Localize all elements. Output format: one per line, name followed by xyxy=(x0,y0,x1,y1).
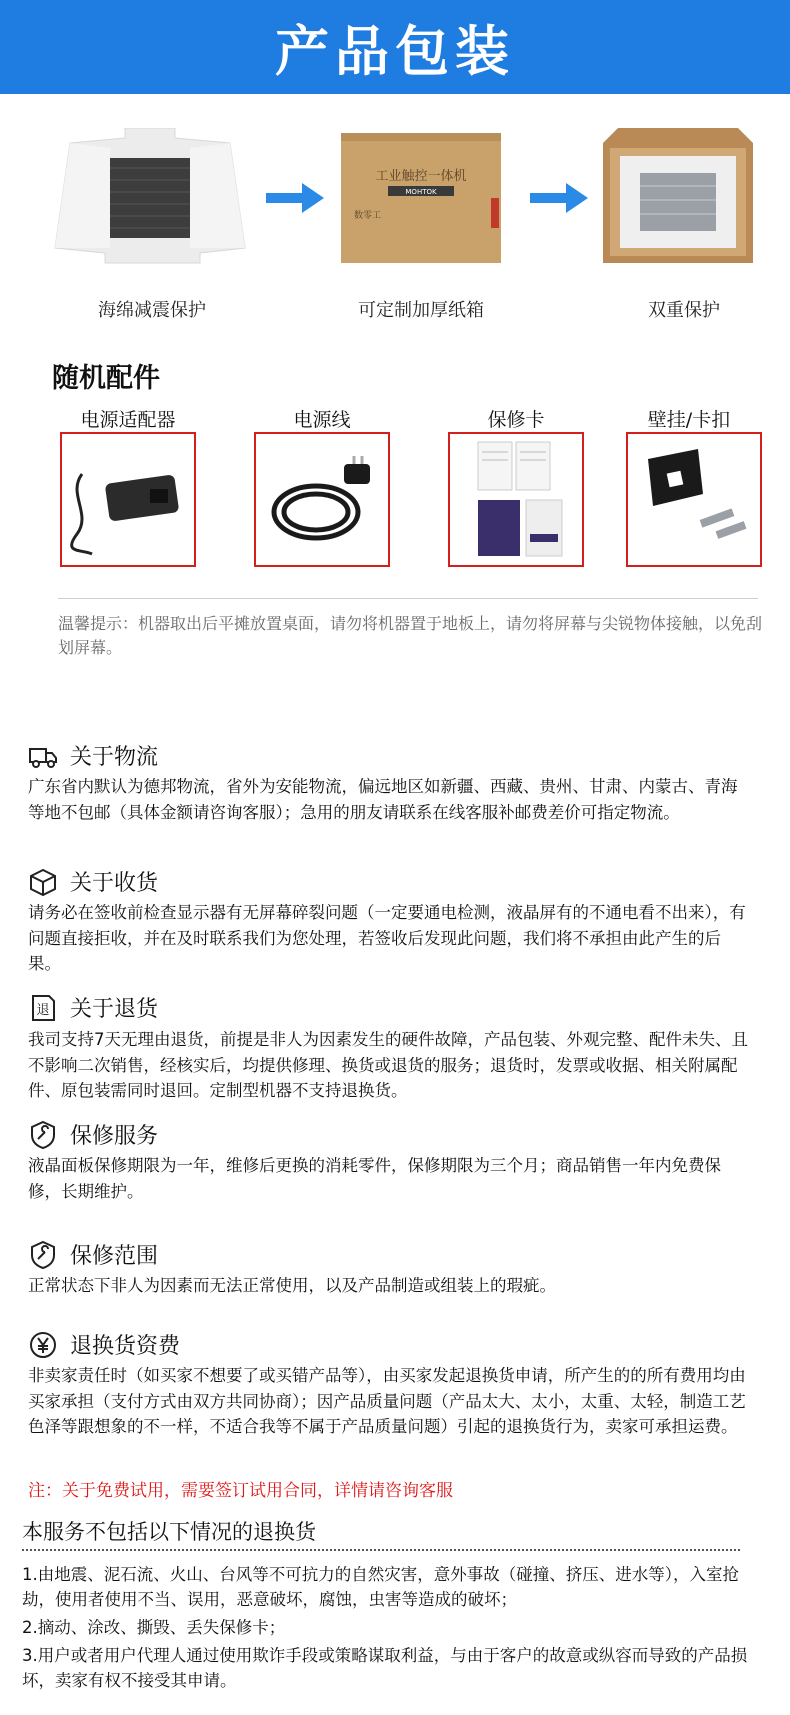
tip-text: 温馨提示：机器取出后平摊放置桌面，请勿将机器置于地板上，请勿将屏幕与尖锐物体接触，以免刮划屏幕。 xyxy=(58,614,763,657)
divider xyxy=(58,598,758,599)
section-body: 液晶面板保修期限为一年，维修后更换的消耗零件，保修期限为三个月；商品销售一年内免费保修，长期维护。 xyxy=(28,1156,721,1201)
banner-title: 产品包装 xyxy=(275,19,515,83)
header-banner xyxy=(0,0,790,94)
section-header-returns xyxy=(28,992,158,1023)
exclusion-item: 3.用户或者用户代理人通过使用欺诈手段或策略谋取利益，与由于客户的故意或纵容而导致的产品损坏，卖家有权不接受其申请。 xyxy=(22,1646,748,1690)
foam-packaging-image xyxy=(50,128,250,268)
section-title: 退换货资费 xyxy=(70,1334,181,1359)
exclusion-item: 2.摘动、涂改、撕毁、丢失保修卡； xyxy=(22,1618,286,1637)
carton-box-image xyxy=(336,128,506,268)
section-title: 保修服务 xyxy=(70,1124,159,1149)
carton-side-text: 数零工 xyxy=(354,211,382,221)
section-header-return-fees xyxy=(28,1329,180,1360)
open-box-image xyxy=(598,128,758,268)
carton-brand-text: MOHTOK xyxy=(405,188,437,196)
trial-note: 注：关于免费试用，需要签订试用合同，详情请咨询客服 xyxy=(28,1481,453,1501)
packaging-caption: 海绵减震保护 xyxy=(98,300,206,321)
accessory-label: 保修卡 xyxy=(487,409,545,431)
exclusion-item: 1.由地震、泥石流、火山、台风等不可抗力的自然灾害，意外事故（碰撞、挤压、进水等），入室抢劫，使用者使用不当、误用，恶意破坏，腐蚀，虫害等造成的破坏； xyxy=(22,1565,739,1609)
section-title: 保修范围 xyxy=(70,1244,159,1269)
section-body: 广东省内默认为德邦物流，省外为安能物流，偏远地区如新疆、西藏、贵州、甘肃、内蒙古、青海等地不包邮（具体金额请咨询客服）；急用的朋友请联系在线客服补邮费差价可指定物流。 xyxy=(28,777,738,822)
arrow-right-icon xyxy=(530,183,590,213)
carton-print-text: 工业触控一体机 xyxy=(375,169,467,184)
shield-wrench-icon xyxy=(28,1120,58,1150)
section-header-warranty-service xyxy=(28,1119,158,1150)
section-body: 非卖家责任时（如买家不想要了或买错产品等），由买家发起退换货申请，所产生的的所有费用均由买家承担（支付方式由双方共同协商）；因产品质量问题（产品太大、太小，太重、太轻，制造工艺色泽等跟想象的不一样，不适合我等不属于产品质量问题）引起的退换货行为，卖家可承担运费。 xyxy=(28,1366,746,1436)
arrow-right-icon xyxy=(266,183,326,213)
yen-icon xyxy=(28,1330,58,1360)
power-cord-image xyxy=(254,432,390,567)
exclusions-title: 本服务不包括以下情况的退换货 xyxy=(22,1520,316,1544)
truck-icon xyxy=(28,741,58,771)
accessory-label: 壁挂/卡扣 xyxy=(647,409,731,431)
section-title: 关于收货 xyxy=(70,871,159,896)
accessories-title: 随机配件 xyxy=(52,363,160,394)
accessory-label: 电源适配器 xyxy=(80,409,176,431)
accessory-label: 电源线 xyxy=(293,409,351,431)
svg-text:退: 退 xyxy=(36,1002,50,1018)
shield-wrench-icon xyxy=(28,1240,58,1270)
packaging-row xyxy=(0,128,790,278)
section-header-logistics xyxy=(28,740,158,771)
section-header-receiving xyxy=(28,866,158,897)
wall-mount-image xyxy=(626,432,762,567)
return-doc-icon xyxy=(28,993,58,1023)
box-icon xyxy=(28,867,58,897)
section-title: 关于退货 xyxy=(70,997,159,1022)
packaging-caption: 可定制加厚纸箱 xyxy=(358,300,484,321)
power-adapter-image xyxy=(60,432,196,567)
dotted-divider xyxy=(22,1549,740,1551)
section-body: 我司支持7天无理由退货，前提是非人为因素发生的硬件故障，产品包装、外观完整、配件未失、且不影响二次销售，经核实后，均提供修理、换货或退货的服务；退货时，发票或收据、相关附属配件、原包装需同时退回。定制型机器不支持退换货。 xyxy=(28,1030,748,1100)
section-body: 正常状态下非人为因素而无法正常使用，以及产品制造或组装上的瑕疵。 xyxy=(28,1276,556,1295)
packaging-caption: 双重保护 xyxy=(648,300,720,321)
section-body: 请务必在签收前检查显示器有无屏幕碎裂问题（一定要通电检测，液晶屏有的不通电看不出来），有问题直接拒收，并在及时联系我们为您处理，若签收后发现此问题，我们将不承担由此产生的后果。 xyxy=(28,903,746,973)
section-title: 关于物流 xyxy=(70,745,159,770)
section-header-warranty-scope xyxy=(28,1239,158,1270)
warranty-card-image xyxy=(448,432,584,567)
